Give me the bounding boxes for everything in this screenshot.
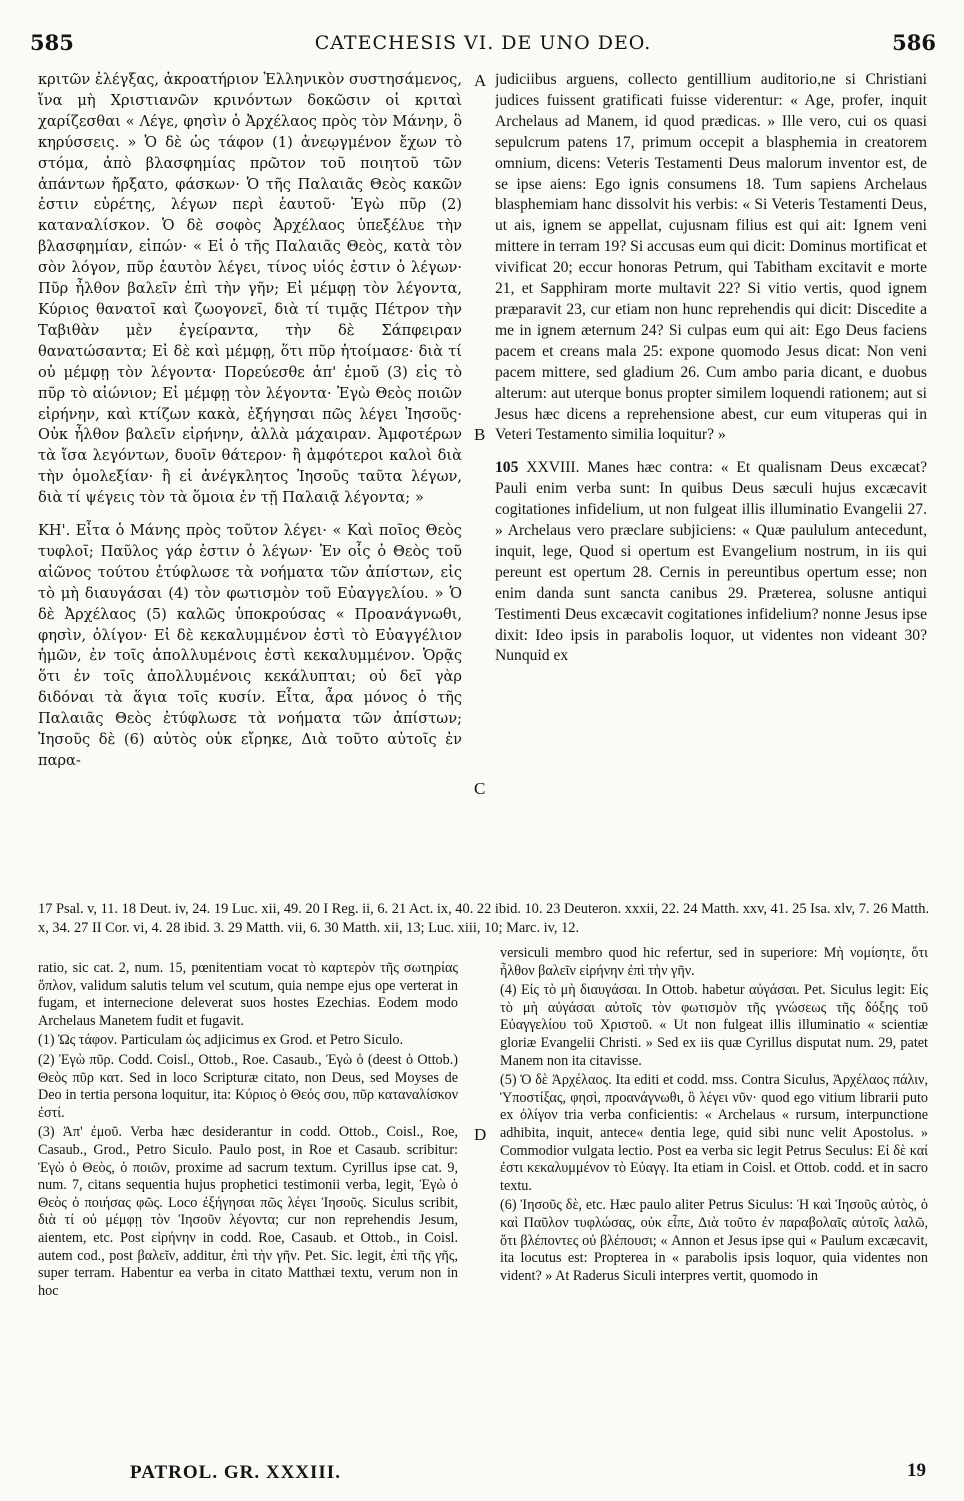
column-marker-b: B bbox=[474, 425, 486, 444]
latin-paragraph-2 bbox=[495, 458, 927, 667]
latin-text-column bbox=[495, 70, 927, 878]
column-marker-a: A bbox=[474, 71, 487, 90]
note-paragraph: ratio, sic cat. 2, num. 15, pœnitentiam vocat τὸ καρτερὸν τῆς σωτηρίας ὅπλον, validum salutis telum vel scutum, quia nempe ejus ope verterat in fugam, et internecione deleverat suos hostes Ezechias. Eodem modo Archelaus Manetem fudit et fugavit. bbox=[38, 960, 458, 1029]
scripture-footnotes: 17 Psal. v, 11. 18 Deut. iv, 24. 19 Luc. xii, 49. 20 I Reg. ii, 6. 21 Act. ix, 40. 22 ibid. 10. 23 Deuteron. xxxii, 22. 24 Matth. xxv, 41. 25 Isa. xlv, 7. 26 Matth. x, 34. 27 II Cor. vi, 4. 28 ibid. 3. 29 Matth. vii, 6. 30 Matth. xii, 13; Luc. xiii, 10; Marc. iv, 12. bbox=[38, 901, 930, 936]
note-paragraph: (3) Ἀπ' ἐμοῦ. Verba hæc desiderantur in codd. Ottob., Coisl., Roe, Casaub., Grod., Petro Siculo. Paulo post, in Roe et Casaub. scribitur: Ἐγὼ ὁ Θεὸς, ὁ ποιῶν, proxime ad sacrum textum. Cyrillus ipse cat. 9, num. 7, citans sequentia hujus prophetici testimonii verba, legit, Ἐγὼ ὁ Θεὸς ὁ ποιήσας φῶς. Loco ἐξήγησαι πῶς λέγει Ἰησοῦς. Siculus scribit, διὰ τί οὐ μέμφῃ τὸν Ἰησοῦν λέγοντα; cur non reprehendis Jesum, aientem, etc. Post εἰρήνην in codd. Roe, Casaub. et Ottob., in Coisl. autem cod., post βαλεῖν, additur, ἐπὶ τὴν γῆν. Pet. Sic. legit, ἐπὶ τῆς γῆς, super terram. Habentur ea verba in citato Matthæi textu, verum non in hoc bbox=[38, 1124, 458, 1299]
note-paragraph: versiculi membro quod hic refertur, sed in superiore: Μὴ νομίσητε, ὅτι ἦλθον βαλεῖν εἰρήνην ἐπὶ τὴν γῆν. bbox=[500, 945, 928, 979]
greek-paragraph: ΚΗ'. Εἶτα ὁ Μάνης πρὸς τοῦτον λέγει· « Καὶ ποῖος Θεὸς τυφλοῖ; Παῦλος γάρ ἐστιν ὁ λέγων· Ἐν οἷς ὁ Θεὸς τοῦ αἰῶνος τούτου ἐτύφλωσε τὰ νοήματα τῶν ἀπίστων, εἰς τὸ μὴ διαυγάσαι (4) τὸν φωτισμὸν τοῦ Εὐαγγελίου. » Ὁ δὲ Ἀρχέλαος (5) καλῶς ὑποκρούσας « Προανάγνωθι, φησὶν, ὀλίγον· Εἰ δὲ κεκαλυμμένον ἐστὶ τὸ Εὐαγγέλιον ἡμῶν, ἐν τοῖς ἀπολλυμένοις ἐστὶ κεκαλυμμένον. Ὁρᾷς ὅτι ἐν τοῖς ἀπολλυμένοις κεκάλυπται; οὐ δεῖ γὰρ διδόναι τὰ ἅγια τοῖς κυσίν. Εἶτα, ἆρα μόνος ὁ τῆς Παλαιᾶς Θεὸς ἐτύφλωσε τὰ νοήματα τῶν ἀπίστων; Ἰησοῦς δὲ (6) αὐτὸς οὐκ εἴρηκε, Διὰ τοῦτο αὐτοῖς ἐν παρα- bbox=[38, 522, 462, 769]
page-number-left: 585 bbox=[30, 30, 74, 55]
notes-right-column bbox=[500, 945, 928, 1450]
note-paragraph: (1) Ὡς τάφον. Particulam ὡς adjicimus ex Grod. et Petro Siculo. bbox=[38, 1032, 404, 1049]
page-number-right: 586 bbox=[892, 30, 936, 55]
column-marker-c: C bbox=[474, 779, 486, 798]
notes-left-column bbox=[38, 960, 458, 1450]
greek-paragraph: κριτῶν ἐλέγξας, ἀκροατήριον Ἑλληνικὸν συστησάμενος, ἵνα μὴ Χριστιανῶν κρινόντων δοκῶσιν οἱ κριταὶ χαρίζεσθαι « Λέγε, φησὶν ὁ Ἀρχέλαος πρὸς τὸν Μάνην, ὃ κηρύσσεις. » Ὁ δὲ ὡς τάφον (1) ἀνεῳγμένον ἔχων τὸ στόμα, ἀπὸ βλασφημίας πρῶτον τοῦ ποιητοῦ τῶν ἁπάντων ἤρξατο, φάσκων· Ὁ τῆς Παλαιᾶς Θεὸς κακῶν ἐστιν εὑρέτης, λέγων περὶ ἑαυτοῦ· Ἐγὼ πῦρ (2) καταναλίσκον. Ὁ δὲ σοφὸς Ἀρχέλαος ὑπεξέλυε τὴν βλασφημίαν, εἰπών· « Εἰ ὁ τῆς Παλαιᾶς Θεὸς, κατὰ τὸν σὸν λόγον, πῦρ ἑαυτὸν λέγει, τίνος υἱός ἐστιν ὁ λέγων· Πῦρ ἦλθον βαλεῖν ἐπὶ τὴν γῆν; Εἰ μέμφῃ τὸν λέγοντα, Κύριος θανατοῖ καὶ ζωογονεῖ, διὰ τί τιμᾷς Πέτρον τὴν Ταβιθὰν μὲν ἐγείραντα, τὴν δὲ Σάπφειραν θανατώσαντα; Εἰ δὲ καὶ μέμφῃ, ὅτι πῦρ ἡτοίμασε· διὰ τί οὐ μέμφῃ τὸν λέγοντα· Πορεύεσθε ἀπ' ἐμοῦ (3) εἰς τὸ πῦρ τὸ αἰώνιον; Εἰ μέμφῃ τὸν λέγοντα· Ἐγὼ Θεὸς ποιῶν εἰρήνην, καὶ κτίζων κακὰ, ἐξήγησαι πῶς λέγει Ἰησοῦς· Οὐκ ἦλθον βαλεῖν εἰρήνην, ἀλλὰ μάχαιραν. Ἀμφοτέρων τὰ ἴσα λεγόντων, δυοῖν θάτερον· ἢ ἀμφότεροι καλοὶ διὰ τὴν ὁμολεξίαν· ἢ εἰ ἀνέγκλητος Ἰησοῦς ταῦτα λέγων, διὰ τί ψέγεις τὸν τὰ ὅμοια ἐν τῇ Παλαιᾷ λέγοντα; » bbox=[38, 71, 462, 507]
page-header bbox=[30, 30, 936, 60]
note-paragraph: (2) Ἐγὼ πῦρ. Codd. Coisl., Ottob., Roe. Casaub., Ἐγὼ ὁ (deest ὁ Ottob.) Θεὸς πῦρ κατ. Sed in loco Scripturæ citato, non Deus, sed Moyses de Deo in tertia persona loquitur, ita: Κύριος ὁ Θεός σου, πῦρ καταναλίσκον ἐστί. bbox=[38, 1051, 458, 1121]
greek-text-column bbox=[38, 70, 462, 878]
section-number: 105 bbox=[495, 459, 519, 477]
series-signature: PATROL. GR. XXXIII. bbox=[130, 1462, 341, 1483]
note-paragraph: (5) Ὁ δὲ Ἀρχέλαος. Ita editi et codd. mss. Contra Siculus, Ἀρχέλαος πάλιν, Ὑποστίξας, φησὶ, προανάγνωθι, ὃ λέγει νῦν· quod ego vitium librarii puto ex ὀλίγον tria verba conficientis: « Archelaus « rursum, interpunctione adhibita, inquit, antece« dentia lege, quid sibi nunc velit Apostolus. » Commodior vulgata lectio. Post ea verba sic legit Petrus Seculus: Εἰ δὲ καί ἐστι κεκαλυμμένον τὸ Εὐαγγ. Ita etiam in Coisl. et Ottob. codd. et in sacro textu. bbox=[500, 1072, 928, 1194]
latin-paragraph: judiciibus arguens, collecto gentillium auditorio,ne si Christiani judices fuissent gratificati fuisse viderentur: « Age, profer, inquit Archelaus ad Manem, id quod prædicas. » Ille vero, cui os quasi sepulcrum patens 17, primum occepit a blasphemia in creatorem omnium, dicens: Veteris Testamenti Deus malorum inventor est, de se ipse aiens: Ego ignis consumens 18. Tum sapiens Archelaus blasphemiam hanc dissolvit his verbis: « Si Veteris Testamenti Deus, ut ais, ignem se appellat, cujusnam filius est qui ait: Ignem veni mittere in terram 19? Si accusas eum qui dicit: Dominus mortificat et vivificat 20; eccur honoras Petrum, qui Tabitham excitavit e morte 21, et Sapphiram morte multavit 22? Si vitio vertis, quod ignem præparavit 23, cur etiam non hunc reprehendis qui dicit: Discedite a me in ignem æternum 24? Si culpas eum qui ait: Ego Deus faciens pacem et creans mala 25: expone quomodo Jesus dicat: Non veni pacem mittere, sed gladium 26. Cum ambo paria dicant, e duobus alterum: aut uterque bonus propter similem loquendi rationem; aut si Jesus hæc dicens a reprehensione abest, cur eum vituperas qui in Veteri Testamento similia loquitur? » bbox=[495, 71, 927, 444]
column-marker-d: D bbox=[474, 1125, 487, 1144]
running-title: CATECHESIS VI. DE UNO DEO. bbox=[314, 32, 652, 54]
gathering-number: 19 bbox=[907, 1460, 926, 1481]
latin-paragraph-text: XXVIII. Manes hæc contra: « Et qualisnam Deus excæcat? Pauli enim verba sunt: In quibus Deus sæculi hujus excæcavit cogitationes infidelium, ut non fulgeat illis illuminatio Evangelii 27. » Archelaus vero præclare subjiciens: « Quæ paululum antecedunt, inquit, lege, Quod si opertum est Evangelium nostrum, in iis qui pereunt est opertum 28. Cernis in pereuntibus opertum esse; non enim danda sunt sancta canibus 29. Præterea, solusne antiqui Testimenti Deus excæcavit cogitationes infidelium? nonne Jesus ipse dixit: Ideo ipsis in parabolis loquor, ut videntes non videant 30? Nunquid ex bbox=[495, 459, 927, 665]
note-paragraph: (6) Ἰησοῦς δὲ, etc. Hæc paulo aliter Petrus Siculus: Ἡ καὶ Ἰησοῦς αὐτὸς, ὁ καὶ Παῦλον τυφλώσας, οὐκ εἶπε, Διὰ τοῦτο ἐν παραβολαῖς αὐτοῖς λαλῶ, ὅτι βλέποντες οὐ βλέπουσι; « Annon et Jesus ipse qui « Paulum excæcavit, ita locutus est: Propterea in « parabolis ipsis loquor, quia videntes non vident? » At Raderus Siculi interpres vertit, quomodo in bbox=[500, 1197, 928, 1284]
note-paragraph: (4) Εἰς τὸ μὴ διαυγάσαι. In Ottob. habetur αὐγάσαι. Pet. Siculus legit: Εἰς τὸ μὴ αὐγάσαι αὐτοῖς τὸν φωτισμὸν τῆς γνώσεως τῆς δόξης τοῦ Εὐαγγελίου τοῦ Χριστοῦ. « Ut non fulgeat illis illuminatio « scientiæ gloriæ Evangelii Christi. » Sed ex iis quæ Cyrillus disputat num. 29, patet Manem non ita citavisse. bbox=[500, 982, 928, 1069]
